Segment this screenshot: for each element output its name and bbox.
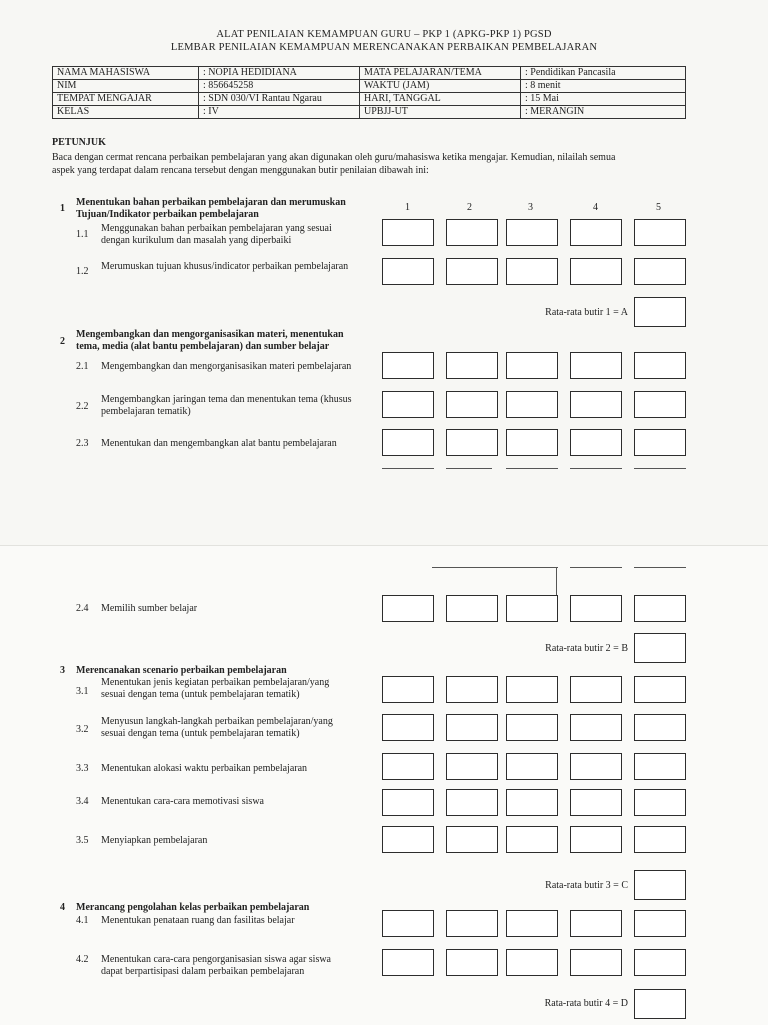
cut-line: [382, 468, 434, 469]
scale-1: 1: [405, 202, 410, 213]
label-kelas: KELAS: [53, 106, 199, 119]
score-box-3-5-5[interactable]: [634, 826, 686, 853]
value-upbjj: : MERANGIN: [521, 106, 686, 119]
section-1-number: 1: [60, 203, 65, 214]
score-box-3-3-3[interactable]: [506, 753, 558, 780]
score-box-4-1-2[interactable]: [446, 910, 498, 937]
score-box-2-2-5[interactable]: [634, 391, 686, 418]
score-box-2-4-3[interactable]: [506, 595, 558, 622]
item-2-1-number: 2.1: [76, 361, 89, 372]
score-box-3-3-1[interactable]: [382, 753, 434, 780]
item-3-1-text: Menentukan jenis kegiatan perbaikan pembelajaran/yang: [101, 677, 330, 688]
score-box-2-3-5[interactable]: [634, 429, 686, 456]
score-box-1-2-2[interactable]: [446, 258, 498, 285]
form-subtitle: LEMBAR PENILAIAN KEMAMPUAN MERENCANAKAN PERBAIKAN PEMBELAJARAN: [170, 42, 598, 53]
item-1-1-number: 1.1: [76, 229, 89, 240]
label-tempat: TEMPAT MENGAJAR: [53, 93, 199, 106]
score-box-2-4-5[interactable]: [634, 595, 686, 622]
score-box-3-4-1[interactable]: [382, 789, 434, 816]
item-4-2-text-2: dapat berpartisipasi dalam perbaikan pembelajaran: [101, 966, 305, 977]
item-2-3-text: Menentukan dan mengembangkan alat bantu pembelajaran: [101, 438, 337, 449]
label-nama: NAMA MAHASISWA: [53, 67, 199, 80]
value-tempat: : SDN 030/VI Rantau Ngarau: [199, 93, 360, 106]
cut-line: [446, 468, 492, 469]
item-3-2-text: Menyusun langkah-langkah perbaikan pembelajaran/yang: [101, 716, 333, 727]
score-box-3-2-3[interactable]: [506, 714, 558, 741]
score-box-3-4-2[interactable]: [446, 789, 498, 816]
score-box-2-4-1[interactable]: [382, 595, 434, 622]
item-2-3-number: 2.3: [76, 438, 89, 449]
item-3-1-text-2: sesuai dengan tema (untuk pembelajaran tematik): [101, 689, 300, 700]
average-box-b[interactable]: [634, 633, 686, 663]
average-box-d[interactable]: [634, 989, 686, 1019]
score-box-3-3-5[interactable]: [634, 753, 686, 780]
table-row: [53, 106, 686, 119]
score-box-1-1-2[interactable]: [446, 219, 498, 246]
section-3-title: Merencanakan scenario perbaikan pembelajaran: [76, 665, 287, 676]
value-mapel: : Pendidikan Pancasila: [521, 67, 686, 80]
score-box-2-2-3[interactable]: [506, 391, 558, 418]
score-box-3-4-3[interactable]: [506, 789, 558, 816]
item-3-4-text: Menentukan cara-cara memotivasi siswa: [101, 796, 264, 807]
item-2-4-number: 2.4: [76, 603, 89, 614]
item-3-3-text: Menentukan alokasi waktu perbaikan pembelajaran: [101, 763, 308, 774]
score-box-3-5-2[interactable]: [446, 826, 498, 853]
score-box-4-2-3[interactable]: [506, 949, 558, 976]
score-box-3-1-4[interactable]: [570, 676, 622, 703]
score-box-2-3-3[interactable]: [506, 429, 558, 456]
section-2-title-2: tema, media (alat bantu pembelajaran) dan sumber belajar: [76, 341, 330, 352]
score-box-2-2-2[interactable]: [446, 391, 498, 418]
score-box-3-1-3[interactable]: [506, 676, 558, 703]
section-1-title-2: Tujuan/Indikator perbaikan pembelajaran: [76, 209, 259, 220]
petunjuk-title: PETUNJUK: [52, 137, 106, 148]
score-box-1-1-3[interactable]: [506, 219, 558, 246]
item-3-5-text: Menyiapkan pembelajaran: [101, 835, 208, 846]
item-3-5-number: 3.5: [76, 835, 89, 846]
score-box-3-1-1[interactable]: [382, 676, 434, 703]
score-box-3-5-1[interactable]: [382, 826, 434, 853]
value-nim: : 856645258: [199, 80, 360, 93]
item-3-1-number: 3.1: [76, 686, 89, 697]
score-box-3-5-4[interactable]: [570, 826, 622, 853]
identity-table: [52, 66, 686, 119]
item-1-1-text-2: dengan kurikulum dan masalah yang diperbaiki: [101, 235, 292, 246]
average-box-c[interactable]: [634, 870, 686, 900]
score-box-1-1-5[interactable]: [634, 219, 686, 246]
table-row: [53, 67, 686, 80]
item-2-1-text: Mengembangkan dan mengorganisasikan materi pembelajaran: [101, 361, 352, 372]
score-box-4-2-1[interactable]: [382, 949, 434, 976]
petunjuk-line-2: aspek yang terdapat dalam rencana tersebut dengan menggunakan butir penilaian dibawah ini:: [52, 165, 429, 176]
cut-line: [506, 468, 558, 469]
section-4-number: 4: [60, 902, 65, 913]
score-box-3-2-4[interactable]: [570, 714, 622, 741]
item-2-4-text: Memilih sumber belajar: [101, 603, 198, 614]
score-box-3-2-2[interactable]: [446, 714, 498, 741]
score-box-1-1-1[interactable]: [382, 219, 434, 246]
average-label-2: Rata-rata butir 2 = B: [545, 643, 628, 654]
item-2-2-text-2: pembelajaran tematik): [101, 406, 191, 417]
score-box-2-1-4[interactable]: [570, 352, 622, 379]
score-box-2-3-1[interactable]: [382, 429, 434, 456]
score-box-4-1-5[interactable]: [634, 910, 686, 937]
petunjuk-line-1: Baca dengan cermat rencana perbaikan pembelajaran yang akan digunakan oleh guru/mahasiswa ketika mengajar. Kemudian, nilailah semua: [52, 152, 616, 163]
item-4-2-text: Menentukan cara-cara pengorganisasian siswa agar siswa: [101, 954, 331, 965]
value-nama: : NOPIA HEDIDIANA: [199, 67, 360, 80]
score-box-4-1-3[interactable]: [506, 910, 558, 937]
cut-line: [570, 468, 622, 469]
score-box-2-1-1[interactable]: [382, 352, 434, 379]
cut-line: [432, 567, 558, 568]
score-box-4-2-4[interactable]: [570, 949, 622, 976]
score-box-4-2-5[interactable]: [634, 949, 686, 976]
item-3-2-text-2: sesuai dengan tema (untuk pembelajaran tematik): [101, 728, 300, 739]
score-box-4-1-1[interactable]: [382, 910, 434, 937]
label-mapel: MATA PELAJARAN/TEMA: [360, 67, 521, 80]
score-box-3-2-1[interactable]: [382, 714, 434, 741]
score-box-4-2-2[interactable]: [446, 949, 498, 976]
item-4-1-number: 4.1: [76, 915, 89, 926]
section-2-number: 2: [60, 336, 65, 347]
scale-5: 5: [656, 202, 661, 213]
average-label-1: Rata-rata butir 1 = A: [545, 307, 628, 318]
score-box-2-1-5[interactable]: [634, 352, 686, 379]
score-box-2-4-2[interactable]: [446, 595, 498, 622]
score-box-1-2-5[interactable]: [634, 258, 686, 285]
score-box-3-1-5[interactable]: [634, 676, 686, 703]
score-box-3-5-3[interactable]: [506, 826, 558, 853]
score-box-3-3-4[interactable]: [570, 753, 622, 780]
cut-line: [634, 468, 686, 469]
average-label-3: Rata-rata butir 3 = C: [545, 880, 628, 891]
cut-line: [570, 567, 622, 568]
cut-line: [556, 567, 557, 595]
score-box-1-1-4[interactable]: [570, 219, 622, 246]
item-3-2-number: 3.2: [76, 724, 89, 735]
score-box-1-2-4[interactable]: [570, 258, 622, 285]
item-1-2-number: 1.2: [76, 266, 89, 277]
item-1-1-text: Menggunakan bahan perbaikan pembelajaran yang sesuai: [101, 223, 332, 234]
score-box-2-1-2[interactable]: [446, 352, 498, 379]
section-2-title: Mengembangkan dan mengorganisasikan materi, menentukan: [76, 329, 344, 340]
scale-2: 2: [467, 202, 472, 213]
item-4-1-text: Menentukan penataan ruang dan fasilitas belajar: [101, 915, 295, 926]
table-row: [53, 93, 686, 106]
section-4-title: Merancang pengolahan kelas perbaikan pembelajaran: [76, 902, 310, 913]
average-label-4: Rata-rata butir 4 = D: [544, 998, 628, 1009]
label-waktu: WAKTU (JAM): [360, 80, 521, 93]
item-3-4-number: 3.4: [76, 796, 89, 807]
item-2-2-number: 2.2: [76, 401, 89, 412]
score-box-3-1-2[interactable]: [446, 676, 498, 703]
score-box-2-3-4[interactable]: [570, 429, 622, 456]
section-3-number: 3: [60, 665, 65, 676]
value-hari: : 15 Mai: [521, 93, 686, 106]
score-box-2-2-4[interactable]: [570, 391, 622, 418]
item-4-2-number: 4.2: [76, 954, 89, 965]
value-kelas: : IV: [199, 106, 360, 119]
score-box-1-2-1[interactable]: [382, 258, 434, 285]
score-box-1-2-3[interactable]: [506, 258, 558, 285]
item-2-2-text: Mengembangkan jaringan tema dan menentukan tema (khusus: [101, 394, 352, 405]
label-nim: NIM: [53, 80, 199, 93]
score-box-2-2-1[interactable]: [382, 391, 434, 418]
value-waktu: : 8 menit: [521, 80, 686, 93]
scale-4: 4: [593, 202, 598, 213]
table-row: [53, 80, 686, 93]
label-hari: HARI, TANGGAL: [360, 93, 521, 106]
score-box-2-4-4[interactable]: [570, 595, 622, 622]
score-box-3-3-2[interactable]: [446, 753, 498, 780]
cut-line: [634, 567, 686, 568]
section-1-title: Menentukan bahan perbaikan pembelajaran dan merumuskan: [76, 197, 346, 208]
label-upbjj: UPBJJ-UT: [360, 106, 521, 119]
scale-3: 3: [528, 202, 533, 213]
score-box-3-4-4[interactable]: [570, 789, 622, 816]
item-3-3-number: 3.3: [76, 763, 89, 774]
score-box-3-4-5[interactable]: [634, 789, 686, 816]
average-box-a[interactable]: [634, 297, 686, 327]
score-box-2-1-3[interactable]: [506, 352, 558, 379]
score-box-4-1-4[interactable]: [570, 910, 622, 937]
score-box-3-2-5[interactable]: [634, 714, 686, 741]
score-box-2-3-2[interactable]: [446, 429, 498, 456]
form-title: ALAT PENILAIAN KEMAMPUAN GURU – PKP 1 (APKG-PKP 1) PGSD: [216, 29, 552, 40]
item-1-2-text: Merumuskan tujuan khusus/indicator perbaikan pembelajaran: [101, 261, 349, 272]
